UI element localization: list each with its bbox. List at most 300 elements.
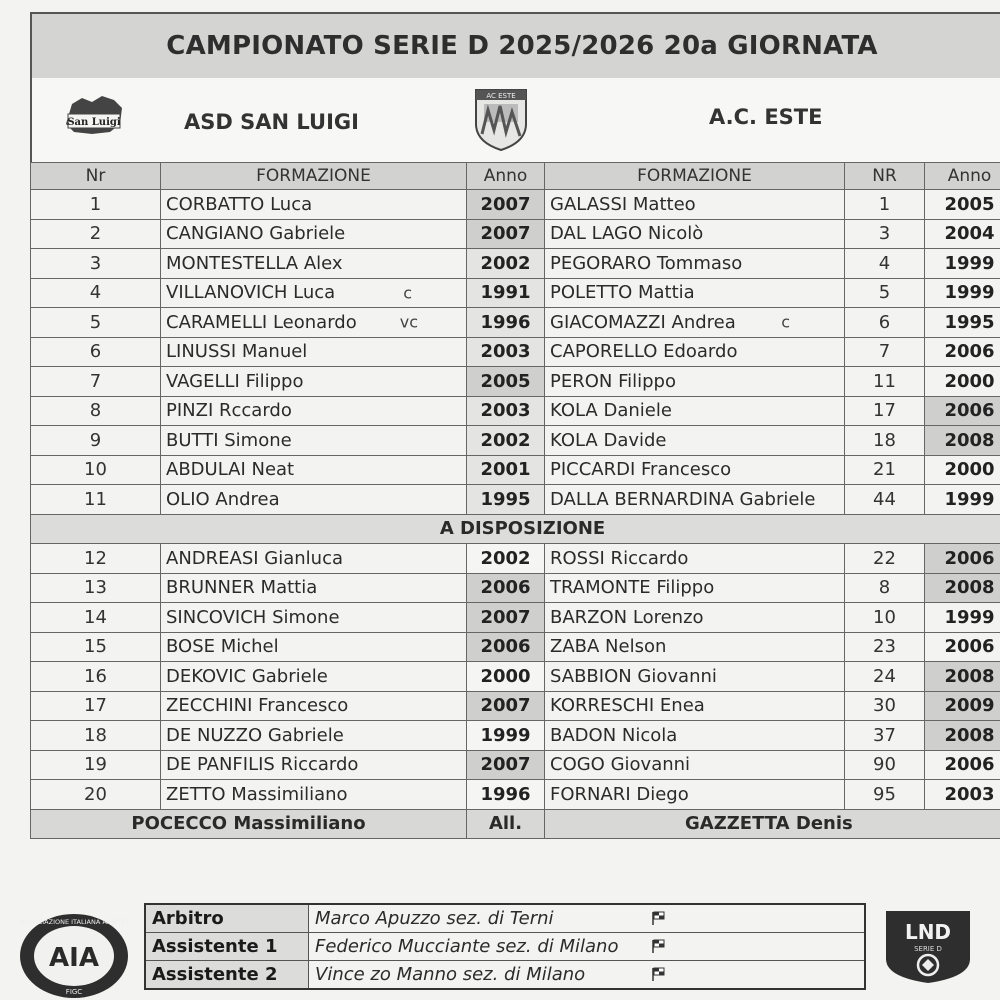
official-row: [145, 933, 865, 961]
home-year-text: 1991: [480, 282, 531, 304]
away-player-text: PERON Filippo: [550, 370, 676, 392]
official-name-text: Federico Mucciante sez. di Milano: [315, 936, 619, 957]
home-nr: [31, 691, 161, 721]
table-row: [31, 278, 1000, 308]
away-nr-text: 23: [873, 636, 896, 658]
table-row: [31, 691, 1000, 721]
home-year: [467, 308, 545, 338]
lineup-table: [30, 162, 1000, 839]
home-year-text: 2002: [480, 252, 531, 274]
official-role-text: Assistente 2: [152, 964, 278, 985]
home-year: [467, 396, 545, 426]
home-player-text: OLIO Andrea: [166, 488, 280, 510]
away-year: [925, 308, 1000, 338]
home-nr-text: 3: [89, 252, 102, 274]
home-nr-text: 1: [89, 193, 102, 215]
away-player-text: DALLA BERNARDINA Gabriele: [550, 488, 816, 510]
aia-logo: [18, 912, 130, 1000]
home-nr: [31, 573, 161, 603]
official-name: [309, 933, 866, 961]
away-year-text: 1995: [944, 311, 995, 333]
home-player-text: ABDULAI Neat: [166, 459, 295, 481]
away-year: [925, 396, 1000, 426]
home-player: [161, 308, 467, 338]
home-year: [467, 780, 545, 810]
away-player: [545, 337, 845, 367]
table-row: [31, 544, 1000, 574]
away-nr: [845, 632, 925, 662]
away-year: [925, 485, 1000, 515]
home-nr-text: 19: [84, 754, 107, 776]
captain-mark: c: [403, 283, 412, 303]
official-role: [145, 933, 309, 961]
home-nr: [31, 780, 161, 810]
home-nr: [31, 426, 161, 456]
home-nr-text: 7: [89, 370, 102, 392]
home-player-text: CORBATTO Luca: [166, 193, 313, 215]
home-player-text: BOSE Michel: [166, 636, 279, 658]
home-nr: [31, 278, 161, 308]
away-player-text: TRAMONTE Filippo: [550, 577, 715, 599]
away-year-text: 2006: [944, 400, 995, 422]
home-player: [161, 337, 467, 367]
away-coach: GAZZETTA Denis: [545, 809, 1000, 839]
away-year-text: 2006: [944, 341, 995, 363]
table-row: [31, 603, 1000, 633]
away-player-text: PICCARDI Francesco: [550, 459, 732, 481]
home-year-text: 2006: [480, 636, 531, 658]
away-year-text: 1999: [944, 252, 995, 274]
away-year: [925, 426, 1000, 456]
home-year: [467, 278, 545, 308]
away-year-text: 2000: [944, 459, 995, 481]
home-year: [467, 632, 545, 662]
away-year-text: 1999: [944, 606, 995, 628]
captain-mark: c: [781, 312, 790, 332]
section-label: A DISPOSIZIONE: [31, 514, 1000, 544]
home-nr: [31, 337, 161, 367]
away-nr: [845, 396, 925, 426]
ac-este-crest: [472, 86, 530, 152]
home-year-text: 2003: [480, 341, 531, 363]
table-row: [31, 337, 1000, 367]
away-nr: [845, 662, 925, 692]
away-player: [545, 603, 845, 633]
table-row: [31, 367, 1000, 397]
home-player-text: CANGIANO Gabriele: [166, 223, 346, 245]
col-anno-home: Anno: [467, 163, 545, 190]
home-year: [467, 249, 545, 279]
table-row: [31, 632, 1000, 662]
col-nr-away: NR: [845, 163, 925, 190]
away-player: [545, 367, 845, 397]
away-player-text: COGO Giovanni: [550, 754, 691, 776]
home-player: [161, 485, 467, 515]
home-player: [161, 278, 467, 308]
home-year-text: 2003: [480, 400, 531, 422]
svg-text:LND: LND: [904, 920, 952, 944]
home-year-text: 2007: [480, 695, 531, 717]
official-role: [145, 904, 309, 933]
away-player: [545, 249, 845, 279]
away-nr: [845, 367, 925, 397]
away-player: [545, 219, 845, 249]
away-year: [925, 337, 1000, 367]
away-year-text: 2006: [944, 547, 995, 569]
away-year: [925, 190, 1000, 220]
home-player-text: ANDREASI Gianluca: [166, 547, 344, 569]
home-nr: [31, 485, 161, 515]
away-nr: [845, 485, 925, 515]
away-player: [545, 544, 845, 574]
away-year-text: 2008: [944, 577, 995, 599]
home-nr-text: 14: [84, 606, 107, 628]
home-player: [161, 573, 467, 603]
home-player: [161, 662, 467, 692]
away-nr-text: 22: [873, 547, 896, 569]
away-nr: [845, 721, 925, 751]
home-player-text: CARAMELLI Leonardo: [166, 311, 357, 333]
col-formazione-home: FORMAZIONE: [161, 163, 467, 190]
home-year-text: 2002: [480, 429, 531, 451]
away-nr: [845, 219, 925, 249]
away-nr-text: 8: [878, 577, 891, 599]
official-row: [145, 904, 865, 933]
away-nr-text: 3: [878, 223, 891, 245]
home-nr-text: 9: [89, 429, 102, 451]
home-year-text: 1996: [480, 311, 531, 333]
away-player: [545, 485, 845, 515]
home-nr: [31, 603, 161, 633]
away-year-text: 2004: [944, 223, 995, 245]
home-nr: [31, 750, 161, 780]
home-nr-text: 17: [84, 695, 107, 717]
home-year-text: 1995: [480, 488, 531, 510]
away-player-text: ROSSI Riccardo: [550, 547, 689, 569]
home-player-text: DEKOVIC Gabriele: [166, 665, 328, 687]
away-player: [545, 780, 845, 810]
home-player: [161, 190, 467, 220]
away-player-text: KOLA Davide: [550, 429, 667, 451]
home-player-text: BUTTI Simone: [166, 429, 292, 451]
home-year: [467, 455, 545, 485]
away-nr-text: 7: [878, 341, 891, 363]
home-year: [467, 337, 545, 367]
home-player: [161, 396, 467, 426]
away-player: [545, 691, 845, 721]
svg-text:FIGC: FIGC: [65, 988, 83, 996]
away-player: [545, 662, 845, 692]
home-player: [161, 691, 467, 721]
svg-text:ASSOCIAZIONE ITALIANA ARBITRI: ASSOCIAZIONE ITALIANA ARBITRI: [19, 918, 129, 926]
home-year-text: 2005: [480, 370, 531, 392]
away-year-text: 2009: [944, 695, 995, 717]
away-player-text: KOLA Daniele: [550, 400, 672, 422]
away-player: [545, 455, 845, 485]
lineup-sheet: [30, 12, 1000, 838]
home-player-text: ZECCHINI Francesco: [166, 695, 349, 717]
away-nr: [845, 780, 925, 810]
official-name: [309, 904, 866, 933]
away-player-text: BADON Nicola: [550, 724, 678, 746]
home-player: [161, 750, 467, 780]
home-nr: [31, 367, 161, 397]
home-player-text: VILLANOVICH Luca: [166, 282, 336, 304]
home-year-text: 2006: [480, 577, 531, 599]
col-nr-home: Nr: [31, 163, 161, 190]
table-row: [31, 721, 1000, 751]
away-player: [545, 721, 845, 751]
referee-flag-icon: [650, 938, 666, 954]
away-nr-text: 1: [878, 193, 891, 215]
home-player: [161, 780, 467, 810]
home-player: [161, 603, 467, 633]
home-coach: POCECCO Massimiliano: [31, 809, 467, 839]
home-player-text: LINUSSI Manuel: [166, 341, 308, 363]
table-row: [31, 573, 1000, 603]
away-player-text: GALASSI Matteo: [550, 193, 696, 215]
away-year: [925, 544, 1000, 574]
away-year: [925, 219, 1000, 249]
away-nr-text: 17: [873, 400, 896, 422]
home-nr-text: 5: [89, 311, 102, 333]
table-row: [31, 455, 1000, 485]
away-player-text: FORNARI Diego: [550, 783, 689, 805]
away-nr-text: 44: [873, 488, 896, 510]
away-year-text: 2008: [944, 665, 995, 687]
away-nr-text: 37: [873, 724, 896, 746]
home-year: [467, 544, 545, 574]
away-player: [545, 308, 845, 338]
home-year: [467, 573, 545, 603]
away-nr-text: 6: [878, 311, 891, 333]
home-year-text: 2007: [480, 193, 531, 215]
official-role-text: Assistente 1: [152, 936, 278, 957]
home-player-text: DE NUZZO Gabriele: [166, 724, 344, 746]
away-nr: [845, 337, 925, 367]
home-nr-text: 2: [89, 223, 102, 245]
home-year: [467, 219, 545, 249]
home-player: [161, 367, 467, 397]
away-player-text: POLETTO Mattia: [550, 282, 695, 304]
lnd-serie-d-logo: [880, 905, 976, 985]
home-nr: [31, 219, 161, 249]
home-nr: [31, 721, 161, 751]
home-year: [467, 662, 545, 692]
away-year: [925, 249, 1000, 279]
home-year-text: 2007: [480, 754, 531, 776]
away-year-text: 1999: [944, 488, 995, 510]
table-row: [31, 219, 1000, 249]
teams-header: [30, 78, 1000, 166]
away-year-text: 2003: [944, 783, 995, 805]
away-player-text: CAPORELLO Edoardo: [550, 341, 738, 363]
table-row: [31, 249, 1000, 279]
home-player: [161, 632, 467, 662]
away-player-text: BARZON Lorenzo: [550, 606, 704, 628]
home-player: [161, 544, 467, 574]
home-nr-text: 18: [84, 724, 107, 746]
table-row: [31, 780, 1000, 810]
col-formazione-away: FORMAZIONE: [545, 163, 845, 190]
away-year-text: 2008: [944, 429, 995, 451]
officials-table: [144, 903, 866, 990]
away-player-text: ZABA Nelson: [550, 636, 667, 658]
home-year-text: 1996: [480, 783, 531, 805]
away-nr: [845, 455, 925, 485]
away-player: [545, 573, 845, 603]
away-nr-text: 30: [873, 695, 896, 717]
home-player-text: PINZI Rccardo: [166, 400, 292, 422]
home-year: [467, 691, 545, 721]
home-player-text: BRUNNER Mattia: [166, 577, 318, 599]
away-player-text: PEGORARO Tommaso: [550, 252, 743, 274]
away-player: [545, 396, 845, 426]
svg-text:SERIE D: SERIE D: [914, 945, 942, 953]
home-player: [161, 455, 467, 485]
home-player: [161, 219, 467, 249]
home-nr-text: 12: [84, 547, 107, 569]
home-nr-text: 16: [84, 665, 107, 687]
official-role-text: Arbitro: [152, 908, 224, 929]
away-year: [925, 691, 1000, 721]
away-nr-text: 5: [878, 282, 891, 304]
home-nr: [31, 632, 161, 662]
official-row: [145, 961, 865, 990]
away-year: [925, 721, 1000, 751]
official-name-text: Marco Apuzzo sez. di Terni: [315, 908, 554, 929]
col-anno-away: Anno: [925, 163, 1000, 190]
table-row: [31, 662, 1000, 692]
home-nr-text: 6: [89, 341, 102, 363]
home-year: [467, 367, 545, 397]
sheet-title: CAMPIONATO SERIE D 2025/2026 20a GIORNATA: [30, 12, 1000, 79]
away-player: [545, 426, 845, 456]
home-year: [467, 603, 545, 633]
coach-row: [31, 809, 1000, 839]
home-year-text: 2007: [480, 606, 531, 628]
table-row: [31, 426, 1000, 456]
home-player-text: ZETTO Massimiliano: [166, 783, 348, 805]
away-nr-text: 4: [878, 252, 891, 274]
coach-label: All.: [467, 809, 545, 839]
referee-flag-icon: [650, 910, 666, 926]
home-team-name: ASD SAN LUIGI: [184, 110, 359, 134]
away-year-text: 1999: [944, 282, 995, 304]
official-name-text: Vince zo Manno sez. di Milano: [315, 964, 586, 985]
svg-text:AC ESTE: AC ESTE: [486, 92, 516, 100]
table-row: [31, 485, 1000, 515]
home-nr: [31, 396, 161, 426]
home-nr: [31, 308, 161, 338]
away-player: [545, 750, 845, 780]
home-nr-text: 11: [84, 488, 107, 510]
away-nr: [845, 691, 925, 721]
away-year: [925, 573, 1000, 603]
away-year-text: 2005: [944, 193, 995, 215]
home-year: [467, 190, 545, 220]
section-row: [31, 514, 1000, 544]
home-year: [467, 426, 545, 456]
home-nr: [31, 544, 161, 574]
away-player-text: DAL LAGO Nicolò: [550, 223, 704, 245]
away-year-text: 2008: [944, 724, 995, 746]
away-nr: [845, 426, 925, 456]
starters-body: [31, 190, 1000, 515]
away-player: [545, 190, 845, 220]
home-player-text: MONTESTELLA Alex: [166, 252, 343, 274]
table-row: [31, 190, 1000, 220]
home-year-text: 2002: [480, 547, 531, 569]
home-nr: [31, 190, 161, 220]
away-year: [925, 278, 1000, 308]
away-player-text: KORRESCHI Enea: [550, 695, 705, 717]
home-year-text: 2001: [480, 459, 531, 481]
home-player: [161, 721, 467, 751]
away-player: [545, 278, 845, 308]
table-row: [31, 396, 1000, 426]
home-year: [467, 750, 545, 780]
away-nr-text: 21: [873, 459, 896, 481]
svg-text:AIA: AIA: [49, 943, 99, 973]
home-year-text: 2007: [480, 223, 531, 245]
home-nr: [31, 249, 161, 279]
home-nr-text: 20: [84, 783, 107, 805]
away-nr-text: 10: [873, 606, 896, 628]
away-nr-text: 24: [873, 665, 896, 687]
away-nr: [845, 573, 925, 603]
home-year: [467, 485, 545, 515]
away-year-text: 2000: [944, 370, 995, 392]
away-nr: [845, 544, 925, 574]
away-nr-text: 95: [873, 783, 896, 805]
home-player: [161, 426, 467, 456]
away-nr-text: 11: [873, 370, 896, 392]
official-role: [145, 961, 309, 990]
away-year: [925, 632, 1000, 662]
away-year: [925, 455, 1000, 485]
away-team-name: A.C. ESTE: [709, 105, 823, 129]
away-nr: [845, 190, 925, 220]
away-nr-text: 18: [873, 429, 896, 451]
svg-text:San Luigi: San Luigi: [67, 117, 121, 128]
home-nr-text: 15: [84, 636, 107, 658]
home-player: [161, 249, 467, 279]
away-year: [925, 367, 1000, 397]
away-player: [545, 632, 845, 662]
away-year: [925, 750, 1000, 780]
home-nr-text: 4: [89, 282, 102, 304]
home-year-text: 2000: [480, 665, 531, 687]
home-year-text: 1999: [480, 724, 531, 746]
away-nr: [845, 603, 925, 633]
home-player-text: DE PANFILIS Riccardo: [166, 754, 359, 776]
away-nr: [845, 278, 925, 308]
away-nr: [845, 750, 925, 780]
referee-flag-icon: [650, 966, 666, 982]
table-row: [31, 308, 1000, 338]
table-header-row: [31, 163, 1000, 190]
home-player-text: SINCOVICH Simone: [166, 606, 340, 628]
home-player-text: VAGELLI Filippo: [166, 370, 304, 392]
away-year-text: 2006: [944, 754, 995, 776]
away-year: [925, 662, 1000, 692]
away-nr: [845, 249, 925, 279]
away-nr-text: 90: [873, 754, 896, 776]
home-nr-text: 10: [84, 459, 107, 481]
captain-mark: vc: [399, 312, 418, 332]
subs-body: [31, 544, 1000, 810]
